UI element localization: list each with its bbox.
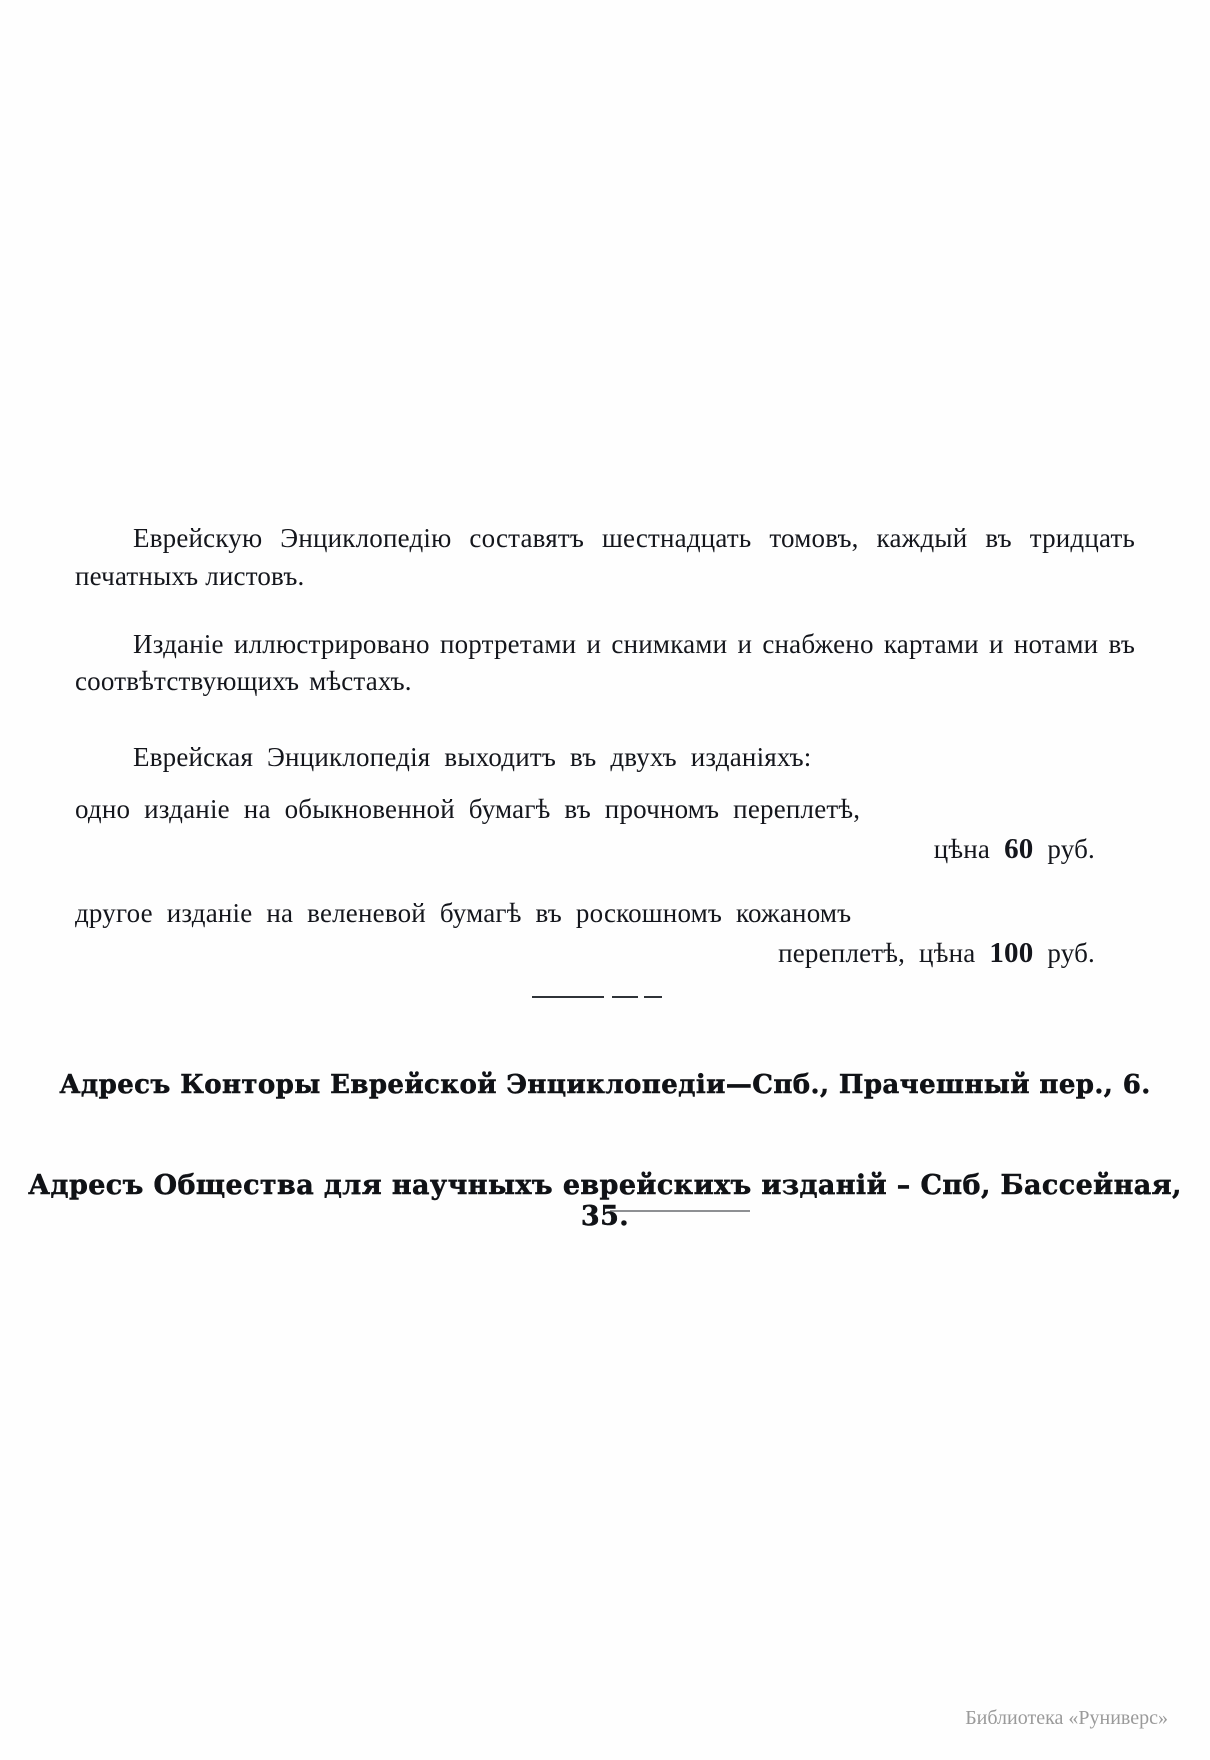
edition-second-price-unit: руб. xyxy=(1047,938,1095,969)
edition-second xyxy=(75,895,1135,973)
edition-first-price-prefix: цѣна xyxy=(933,833,991,864)
rule-segment xyxy=(644,996,662,998)
edition-first xyxy=(75,791,1135,869)
edition-second-price-value: 100 xyxy=(989,937,1034,970)
edition-second-price-prefix: переплетѣ, цѣна xyxy=(778,938,976,969)
rule-segment xyxy=(532,996,604,998)
edition-first-price-value: 60 xyxy=(1004,832,1034,865)
paragraph-illustrations xyxy=(75,626,1135,702)
editions-block xyxy=(75,739,1135,777)
edition-first-price-unit: руб. xyxy=(1047,833,1095,864)
paragraph-illustrations-text: Изданіе иллюстрировано портретами и снимками и снабжено картами и нотами въ соотвѣтствующихъ мѣстахъ. xyxy=(75,628,1135,697)
edition-first-text: одно изданіе на обыкновенной бумагѣ въ прочномъ переплетѣ, xyxy=(75,793,861,824)
paragraph-volumes-text: Еврейскую Энциклопедію составятъ шестнадцать томовъ, каждый въ тридцать печатныхъ листовъ. xyxy=(75,523,1135,591)
page-body xyxy=(75,520,1135,1004)
address-society: Адресъ Общества для научныхъ еврейскихъ изданій – Спб, Бассейная, 35. xyxy=(28,1170,1182,1232)
paragraph-volumes xyxy=(75,520,1135,596)
edition-second-price xyxy=(75,933,1135,974)
editions-intro: Еврейская Энциклопедія выходитъ въ двухъ изданіяхъ: xyxy=(133,742,812,773)
edition-second-text: другое изданіе на веленевой бумагѣ въ роскошномъ кожаномъ xyxy=(75,898,852,929)
decorative-separator-rule xyxy=(532,996,670,999)
rule-segment xyxy=(612,996,638,998)
address-office: Адресъ Конторы Еврейской Энциклопедіи—Спб., Прачешный пер., 6. xyxy=(59,1070,1151,1100)
edition-first-price xyxy=(75,829,1135,870)
library-watermark: Библиотека «Руниверс» xyxy=(965,1707,1168,1729)
